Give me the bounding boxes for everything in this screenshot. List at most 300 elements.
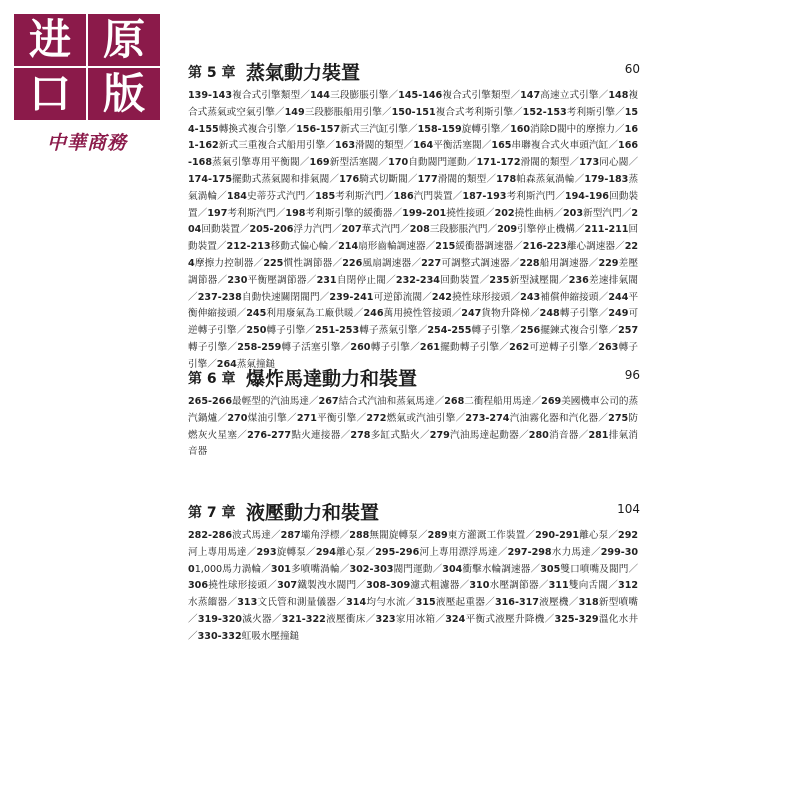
entry-separator: ／ [558, 274, 569, 286]
entry-separator: ／ [217, 412, 228, 424]
entry-title: 溫化水井 [598, 613, 639, 625]
entry-separator: ／ [365, 613, 376, 625]
entry-title: 華式汽門 [361, 224, 401, 236]
entry-separator: ／ [518, 429, 529, 441]
entry-separator: ／ [365, 546, 376, 558]
toc-entry [297, 413, 357, 424]
toc-entry [329, 292, 422, 303]
entry-number: 209 [497, 224, 518, 236]
toc-entry [540, 564, 628, 575]
entry-title: 浮力汽門 [293, 224, 332, 236]
entry-separator: ／ [510, 291, 521, 303]
entry-separator: ／ [481, 140, 492, 152]
toc-entry [188, 90, 300, 101]
entry-number: 176 [339, 173, 360, 185]
entry-number: 145-146 [398, 90, 443, 101]
entry-number: 295-296 [375, 546, 420, 558]
toc-entry [579, 597, 638, 608]
entry-number: 313 [237, 597, 258, 609]
chapter-contents [188, 88, 638, 374]
entry-separator: ／ [608, 325, 619, 337]
entry-separator: ／ [578, 429, 589, 441]
entry-title: 撓性接頭 [446, 207, 485, 219]
entry-number: 232-234 [395, 274, 440, 286]
toc-entry [285, 107, 382, 118]
entry-number: 330-332 [197, 630, 242, 642]
entry-number: 227 [421, 257, 442, 269]
toc-entry [317, 275, 387, 286]
entry-separator: ／ [531, 396, 542, 407]
entry-number: 144 [309, 90, 330, 101]
toc-entry [510, 124, 615, 135]
toc-entry [227, 191, 305, 202]
entry-separator: ／ [608, 580, 619, 592]
entry-title: 轉子引擎 [188, 341, 639, 370]
entry-number: 278 [350, 429, 371, 441]
entry-separator: ／ [305, 190, 316, 202]
entry-title: 離心泵 [579, 530, 609, 541]
entry-title: 平衡壓調節器 [247, 274, 307, 286]
entry-title: 河上專用漂浮馬達 [419, 546, 498, 558]
entry-number: 173 [579, 157, 600, 169]
toc-entry [579, 157, 628, 168]
chapter-page-number: 60 [624, 62, 640, 76]
entry-separator: ／ [544, 613, 555, 625]
toc-entry [520, 325, 608, 336]
toc-entry [495, 208, 554, 219]
toc-entry [495, 597, 569, 608]
entry-number: 215 [435, 241, 456, 253]
toc-entry [540, 308, 599, 319]
chapter-heading [188, 496, 640, 522]
chapter-7 [188, 496, 640, 646]
entry-number: 297-298 [507, 546, 552, 558]
entry-title: 複合式引擎類型 [442, 90, 511, 101]
entry-title: 同心閥 [599, 157, 629, 169]
entry-title: 衝擊水輪調速器 [462, 563, 531, 575]
entry-number: 154-155 [188, 106, 639, 135]
entry-title: 轉子引擎 [370, 341, 411, 353]
entry-title: 波式馬達 [232, 530, 271, 541]
toc-entry [335, 140, 404, 151]
entry-number: 315 [415, 597, 436, 609]
chapter-contents [188, 394, 638, 461]
toc-entry [398, 90, 510, 101]
entry-number: 169 [309, 157, 330, 169]
entry-number: 212-213 [226, 241, 271, 253]
entry-title: 滑閥的類型 [355, 140, 404, 152]
toc-entry [350, 430, 420, 441]
toc-entry [350, 342, 410, 353]
entry-title: 水蒸餾器 [188, 597, 228, 609]
toc-entry [366, 413, 455, 424]
entry-separator: ／ [529, 308, 540, 320]
entry-title: 多缸式點火 [370, 429, 420, 441]
entry-number: 147 [520, 90, 541, 101]
entry-title: 帕森蒸氣渦輪 [516, 173, 575, 185]
toc-entry [497, 224, 575, 235]
entry-separator: ／ [574, 224, 585, 236]
entry-title: 回動裝置 [188, 190, 639, 219]
entry-separator: ／ [628, 157, 639, 169]
toc-entry [416, 597, 486, 608]
toc-entry [396, 275, 480, 286]
entry-number: 230 [227, 274, 248, 286]
entry-separator: ／ [383, 190, 394, 202]
entry-separator: ／ [236, 308, 247, 320]
toc-entry [316, 547, 366, 558]
entry-separator: ／ [217, 190, 227, 202]
entry-number: 178 [496, 173, 517, 185]
chapter-number: 第 6 章 [188, 371, 236, 387]
toc-entry [366, 580, 459, 591]
entry-separator: ／ [407, 123, 418, 135]
entry-number: 261 [419, 341, 440, 353]
toc-entry [491, 140, 608, 151]
entry-title: 蒸氣渦輪 [188, 173, 639, 202]
entry-title: 蒸氣引擎專用平衡閥 [212, 157, 300, 169]
entry-separator: ／ [497, 546, 508, 558]
entry-separator: ／ [588, 257, 599, 269]
toc-entry [188, 580, 267, 591]
entry-title: 文氏管和測量儀器 [257, 597, 337, 609]
entry-title: 轉子蒸氣引擎 [359, 325, 418, 337]
entry-separator: ／ [435, 613, 446, 625]
entry-separator: ／ [237, 429, 248, 441]
entry-separator: ／ [410, 341, 420, 353]
toc-entry [430, 430, 519, 441]
entry-separator: ／ [499, 341, 510, 353]
entry-separator: ／ [598, 90, 609, 101]
entry-title: 補償伸縮接頭 [540, 291, 599, 303]
toc-entry [410, 224, 488, 235]
chapter-heading [188, 56, 640, 82]
entry-separator: ／ [378, 157, 389, 169]
toc-entry [427, 325, 510, 336]
entry-number: 166-168 [188, 140, 639, 169]
entry-separator: ／ [525, 530, 536, 541]
entry-separator: ／ [615, 106, 625, 118]
entry-title: 汽油馬達起動器 [449, 429, 519, 441]
toc-entry [465, 413, 598, 424]
entry-title: 壩角浮標 [300, 530, 340, 541]
entry-title: 平衡活塞閥 [433, 140, 482, 152]
entry-number: 177 [417, 173, 438, 185]
entry-separator: ／ [479, 274, 490, 286]
logo-badge [14, 14, 160, 120]
entry-title: 消除D閥中的摩擦力 [530, 123, 615, 135]
toc-entry [469, 580, 538, 591]
entry-title: 東方灌溉工作裝置 [447, 530, 526, 541]
toc-entry [435, 241, 513, 252]
chapter-5 [188, 56, 640, 374]
entry-number: 199-201 [402, 207, 447, 219]
entry-separator: ／ [188, 613, 198, 625]
chapter-number: 第 7 章 [188, 505, 236, 521]
entry-title: 液壓機 [538, 597, 569, 609]
entry-separator: ／ [417, 325, 428, 337]
toc-entry [444, 396, 531, 407]
entry-separator: ／ [188, 291, 198, 303]
chapter-page-number: 96 [624, 368, 640, 382]
entry-title: 轉子引擎 [266, 325, 306, 337]
entry-title: 轉換式複合引擎 [218, 123, 287, 135]
entry-title: 串聯複合式火車頭汽缸 [511, 140, 609, 152]
entry-number: 307 [277, 580, 298, 592]
entry-title: 萬用撓性管接頭 [383, 308, 452, 320]
entry-number: 305 [540, 563, 561, 575]
entry-number: 262 [509, 341, 530, 353]
toc-entry [388, 157, 467, 168]
entry-title: 滑閥的類型 [437, 173, 487, 185]
entry-separator: ／ [328, 241, 339, 253]
entry-title: 考利斯汽門 [506, 190, 556, 202]
toc-entry [342, 258, 411, 269]
entry-title: 蒸氣撞鎚 [236, 358, 276, 370]
entry-number: 244 [608, 291, 629, 303]
entry-title: 閥門運動 [393, 563, 433, 575]
entry-title: 新型活塞閥 [329, 157, 379, 169]
toc-entry [338, 241, 426, 252]
toc-entry [198, 631, 300, 642]
entry-number: 312 [618, 580, 639, 592]
entry-separator: ／ [530, 563, 541, 575]
entry-title: 液壓衝床 [325, 613, 366, 625]
entry-separator: ／ [392, 207, 403, 219]
toc-entry [310, 90, 388, 101]
entry-number: 306 [188, 580, 209, 592]
entry-number: 323 [375, 613, 396, 625]
entry-number: 160 [510, 123, 531, 135]
logo-char: 口 [14, 68, 86, 120]
toc-entry [555, 614, 639, 625]
entry-number: 245 [246, 308, 267, 320]
chapter-number: 第 5 章 [188, 65, 236, 81]
entry-separator: ／ [598, 412, 609, 424]
entry-number: 158-159 [417, 123, 462, 135]
chapter-6 [188, 362, 640, 461]
entry-number: 294 [315, 546, 336, 558]
entry-title: 回動裝置 [439, 274, 480, 286]
entry-number: 249 [608, 308, 629, 320]
toc-entry [418, 174, 487, 185]
toc-entry [281, 530, 340, 541]
toc-entry [529, 430, 579, 441]
toc-entry [188, 396, 309, 407]
toc-entry [249, 224, 332, 235]
toc-entry [198, 292, 320, 303]
entry-title: 美國機車公司的蒸汽鍋爐 [188, 396, 639, 424]
entry-number: 228 [519, 257, 540, 269]
entry-number: 152-153 [522, 106, 567, 118]
entry-title: 平衡引擎 [316, 412, 357, 424]
entry-number: 265-266 [188, 396, 233, 407]
entry-number: 281 [588, 429, 609, 441]
entry-number: 250 [246, 325, 267, 337]
entry-title: 考利斯汽門 [335, 190, 384, 202]
entry-separator: ／ [388, 90, 399, 101]
entry-number: 287 [280, 530, 301, 541]
entry-title: 二衝程船用馬達 [464, 396, 532, 407]
entry-number: 203 [563, 207, 584, 219]
entry-title: 撓性球形接頭 [451, 291, 511, 303]
entry-title: 液壓起重器 [435, 597, 486, 609]
entry-number: 174-175 [188, 173, 233, 185]
entry-number: 280 [528, 429, 549, 441]
entry-number: 311 [548, 580, 569, 592]
entry-title: 擺動式蒸氣閥和排氣閥 [232, 173, 330, 185]
toc-entry [282, 614, 366, 625]
entry-separator: ／ [608, 530, 619, 541]
toc-entry [418, 124, 501, 135]
entry-separator: ／ [500, 123, 511, 135]
toc-entry [319, 396, 435, 407]
toc-entry [442, 564, 530, 575]
entry-title: 考利斯引擎的緩衝器 [305, 207, 393, 219]
entry-number: 292 [618, 530, 639, 541]
entry-number: 204 [188, 207, 639, 236]
entry-separator: ／ [188, 630, 198, 642]
entry-number: 197 [207, 207, 228, 219]
entry-separator: ／ [432, 563, 443, 575]
entry-title: 新式三汽缸引擎 [340, 123, 408, 135]
entry-separator: ／ [484, 207, 495, 219]
entry-title: 高速立式引擎 [540, 90, 599, 101]
entry-title: 緩衝器調速器 [455, 241, 514, 253]
entry-number: 308-309 [366, 580, 411, 592]
entry-number: 247 [461, 308, 482, 320]
entry-title: 平衡伸縮接頭 [188, 291, 639, 320]
logo-char: 进 [14, 14, 86, 66]
entry-title: 旋轉泵 [276, 546, 307, 558]
entry-number: 318 [578, 597, 599, 609]
entry-separator: ／ [452, 190, 463, 202]
toc-entry [461, 308, 530, 319]
entry-number: 279 [429, 429, 450, 441]
toc-entry [257, 547, 307, 558]
entry-title: 撓性球形接頭 [208, 580, 268, 592]
entry-separator: ／ [216, 241, 227, 253]
entry-separator: ／ [407, 173, 418, 185]
entry-separator: ／ [615, 241, 625, 253]
entry-number: 321-322 [281, 613, 326, 625]
entry-number: 186 [393, 190, 414, 202]
toc-entry [246, 325, 305, 336]
toc-entry [285, 208, 392, 219]
entry-separator: ／ [466, 157, 477, 169]
entry-title: 汽油霧化器和汽化器 [509, 412, 599, 424]
entry-separator: ／ [422, 291, 432, 303]
chapter-heading [188, 362, 640, 388]
entry-number: 314 [346, 597, 367, 609]
entry-title: 雙口噴嘴及閥門 [560, 563, 629, 575]
toc-entry [428, 530, 526, 541]
entry-number: 263 [598, 341, 619, 353]
entry-title: 新型汽門 [583, 207, 622, 219]
entry-title: 旋轉引擎 [461, 123, 501, 135]
entry-separator: ／ [325, 140, 335, 152]
entry-separator: ／ [451, 308, 462, 320]
entry-separator: ／ [236, 325, 247, 337]
entry-separator: ／ [417, 530, 428, 541]
entry-number: 276-277 [247, 429, 292, 441]
entry-separator: ／ [332, 257, 343, 269]
entry-number: 224 [188, 241, 639, 269]
toc-entry [508, 547, 591, 558]
entry-separator: ／ [405, 597, 416, 609]
entry-title: 雙向舌閥 [568, 580, 609, 592]
entry-number: 150-151 [391, 106, 436, 118]
entry-separator: ／ [286, 123, 297, 135]
entry-title: 河上專用馬達 [188, 546, 247, 558]
entry-separator: ／ [207, 358, 217, 370]
entry-separator: ／ [434, 396, 445, 407]
entry-separator: ／ [197, 207, 208, 219]
entry-title: 滑閥的類型 [520, 157, 570, 169]
entry-title: 離心泵 [335, 546, 366, 558]
entry-separator: ／ [588, 341, 599, 353]
entry-separator: ／ [287, 412, 297, 424]
entry-number: 202 [494, 207, 515, 219]
entry-number: 302-303 [349, 563, 394, 575]
entry-separator: ／ [628, 563, 639, 575]
toc-entry [188, 530, 271, 541]
entry-number: 163 [334, 140, 355, 152]
entry-separator: ／ [574, 173, 585, 185]
entry-number: 208 [409, 224, 430, 236]
toc-entry [535, 530, 608, 541]
entry-title: 差速排氣閥 [588, 274, 639, 286]
logo-char: 版 [88, 68, 160, 120]
toc-entry [392, 107, 513, 118]
entry-separator: ／ [608, 140, 619, 152]
entry-title: 擺動轉子引擎 [439, 341, 500, 353]
entry-separator: ／ [308, 396, 319, 407]
entry-separator: ／ [400, 224, 410, 236]
entry-number: 165 [491, 140, 512, 152]
entry-number: 211-211 [584, 224, 629, 236]
entry-title: 可調整式調速器 [441, 257, 510, 269]
toc-entry [489, 275, 559, 286]
entry-separator: ／ [621, 207, 632, 219]
entry-number: 268 [444, 396, 465, 407]
toc-entry [342, 224, 401, 235]
entry-number: 269 [541, 396, 562, 407]
entry-number: 214 [338, 241, 359, 253]
chapter-title: 蒸氣動力裝置 [246, 62, 361, 84]
toc-entry [246, 308, 354, 319]
entry-number: 184 [226, 190, 247, 202]
toc-entry [496, 174, 574, 185]
entry-number: 164 [413, 140, 434, 152]
toc-entry [198, 614, 272, 625]
logo-char: 原 [88, 14, 160, 66]
toc-entry [520, 90, 598, 101]
entry-number: 289 [427, 530, 448, 541]
entry-title: 點火連接器 [291, 429, 341, 441]
entry-separator: ／ [615, 123, 625, 135]
chapter-page-number: 104 [617, 502, 640, 516]
entry-number: 301 [270, 563, 291, 575]
entry-number: 288 [349, 530, 370, 541]
entry-title: 鐵製洩水閥門 [297, 580, 357, 592]
entry-title: 騎式切斷閥 [359, 173, 408, 185]
entry-separator: ／ [513, 106, 523, 118]
entry-title: 汽門裝置 [413, 190, 453, 202]
entry-separator: ／ [590, 546, 601, 558]
entry-title: 撓性曲柄 [514, 207, 554, 219]
entry-separator: ／ [356, 412, 367, 424]
